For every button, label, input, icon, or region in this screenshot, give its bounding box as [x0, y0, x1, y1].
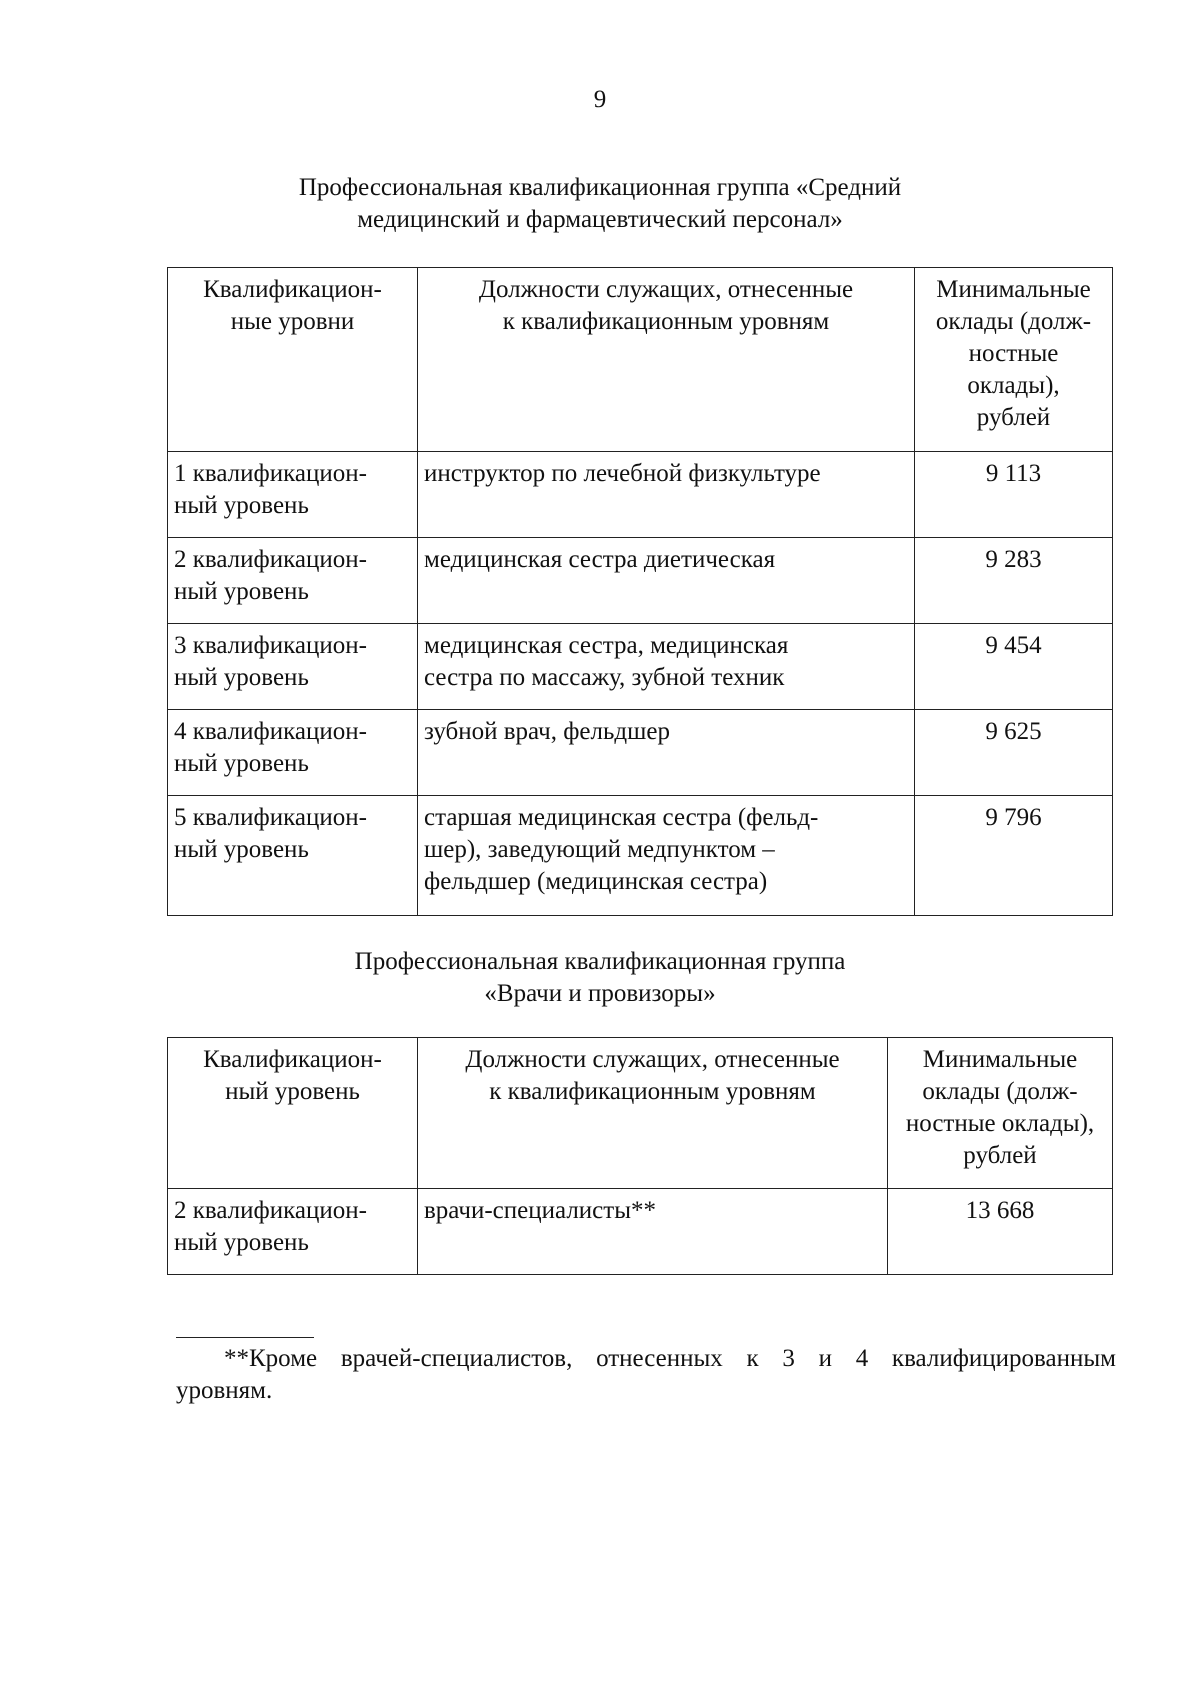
salary-table-middle-medical-staff: [167, 267, 1113, 916]
row-positions-cell: врачи-специалисты**: [418, 1189, 888, 1275]
header-positions: Должности служащих, отнесенные к квалификационным уровням: [418, 268, 915, 452]
header-qualification-level: Квалификацион- ный уровень: [168, 1038, 418, 1189]
footnote-divider: [176, 1337, 314, 1338]
row-positions-cell: старшая медицинская сестра (фельд- шер), заведующий медпунктом – фельдшер (медицинская сестра): [418, 796, 915, 916]
row-salary-cell: 9 625: [915, 710, 1113, 796]
row-level-cell: 1 квалификацион- ный уровень: [168, 452, 418, 538]
table-row: [168, 624, 1113, 710]
header-min-salary: Минимальные оклады (долж- ностные оклады), рублей: [915, 268, 1113, 452]
footnote-line-2: уровням.: [176, 1377, 273, 1404]
row-level-cell: 4 квалификацион- ный уровень: [168, 710, 418, 796]
table-row: [168, 710, 1113, 796]
row-level-cell: 3 квалификацион- ный уровень: [168, 624, 418, 710]
page-number: 9: [593, 86, 607, 113]
row-level-cell: 5 квалификацион- ный уровень: [168, 796, 418, 916]
row-salary-cell: 9 796: [915, 796, 1113, 916]
row-positions-cell: медицинская сестра диетическая: [418, 538, 915, 624]
row-salary-cell: 9 454: [915, 624, 1113, 710]
header-positions: Должности служащих, отнесенные к квалификационным уровням: [418, 1038, 888, 1189]
row-salary-cell: 13 668: [888, 1189, 1113, 1275]
row-level-cell: 2 квалификацион- ный уровень: [168, 538, 418, 624]
row-positions-cell: зубной врач, фельдшер: [418, 710, 915, 796]
row-salary-cell: 9 283: [915, 538, 1113, 624]
table-row: [168, 452, 1113, 538]
row-salary-cell: 9 113: [915, 452, 1113, 538]
salary-table-doctors-pharmacists: [167, 1037, 1113, 1275]
footnote-line-1: **Кроме врачей-специалистов, отнесенных к 3 и 4 квалифицированным: [224, 1345, 1116, 1372]
row-level-cell: 2 квалификацион- ный уровень: [168, 1189, 418, 1275]
footnote: [176, 1343, 1116, 1407]
table-row: [168, 796, 1113, 916]
table-row: [168, 538, 1113, 624]
row-positions-cell: медицинская сестра, медицинская сестра по массажу, зубной техник: [418, 624, 915, 710]
header-qualification-level: Квалификацион- ные уровни: [168, 268, 418, 452]
row-positions-cell: инструктор по лечебной физкультуре: [418, 452, 915, 538]
header-min-salary: Минимальные оклады (долж- ностные оклады), рублей: [888, 1038, 1113, 1189]
table-row: [168, 1189, 1113, 1275]
table-header-row: [168, 1038, 1113, 1189]
section-title-doctors-pharmacists: Профессиональная квалификационная группа «Врачи и провизоры»: [354, 948, 846, 1007]
table-header-row: [168, 268, 1113, 452]
section-title-middle-medical-staff: Профессиональная квалификационная группа «Средний медицинский и фармацевтический персонал»: [298, 174, 902, 233]
